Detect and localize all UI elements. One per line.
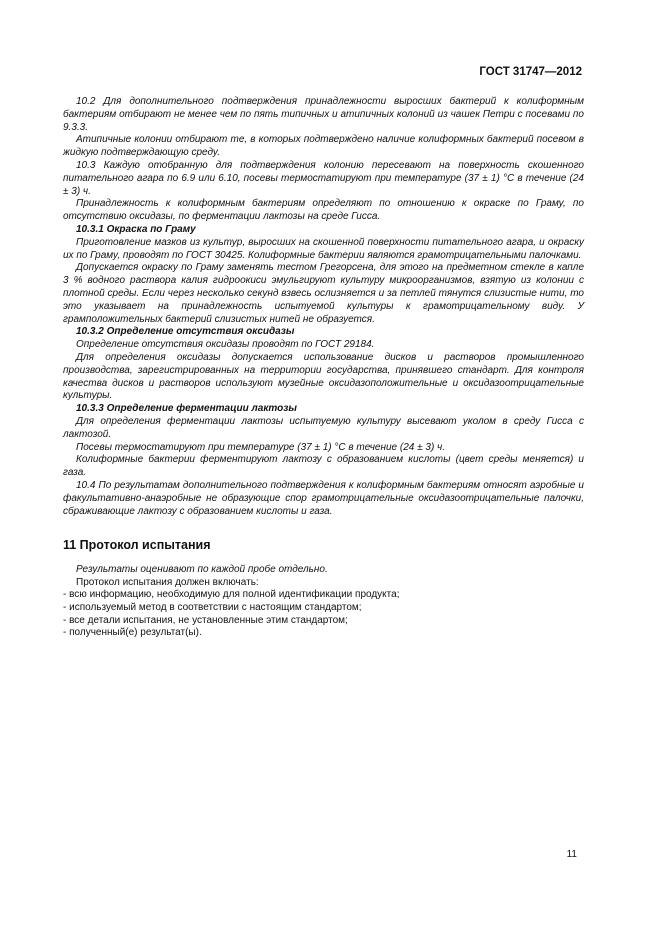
paragraph-protocol-includes: Протокол испытания должен включать: [76,576,259,588]
list-item: - используемый метод в соответствии с настоящим стандартом; [63,602,362,614]
section-11-title: 11 Протокол испытания [63,538,211,553]
paragraph-coliform-ferment: Колиформные бактерии ферментируют лактозу с образованием кислоты (цвет среды меняется) и газа. [63,454,584,479]
paragraph-gram-prep: Приготовление мазков из культур, выросших на скошенной поверхности питательного агара, и окраску их по Граму, проводят по ГОСТ 30425. Колиформные бактерии являются грамотрицательными палочками. [63,236,584,261]
paragraph-10-4: 10.4 По результатам дополнительного подтверждения к колиформным бактериям относят аэробные и факультативно-анаэробные не образующие спор грамотрицательные оксидазоотрицательные палочки, сбраживающие лактозу с образованием кислоты и газа. [63,479,584,517]
paragraph-10-2: 10.2 Для дополнительного подтверждения принадлежности выросших бактерий к колиформным бактериям отбирают не менее чем по пять типичных и атипичных колоний из чашек Петри с посевами по 9.3.3. [63,96,584,133]
paragraph-results: Результаты оценивают по каждой пробе отдельно. [76,564,328,576]
paragraph-incubation: Посевы термостатируют при температуре (37 ± 1) °С в течение (24 ± 3) ч. [76,441,446,453]
paragraph-atypical: Атипичные колонии отбирают те, в которых подтверждено наличие колиформных бактерий посевом в жидкую подтверждающую среду. [63,134,584,159]
list-item: - все детали испытания, не установленные этим стандартом; [63,614,348,626]
heading-10-3-1: 10.3.1 Окраска по Граму [76,223,196,235]
paragraph-oxidase-gost: Определение отсутствия оксидазы проводят по ГОСТ 29184. [76,339,375,351]
paragraph-belonging: Принадлежность к колиформным бактериям определяют по отношению к окраске по Граму, по отсутствию оксидазы, по ферментации лактозы на среде Гисса. [63,198,584,223]
heading-10-3-2: 10.3.2 Определение отсутствия оксидазы [76,326,295,338]
list-item: - полученный(е) результат(ы). [63,627,202,639]
document-header: ГОСТ 31747—2012 [479,66,582,78]
page-number: 11 [566,849,577,860]
heading-10-3-3: 10.3.3 Определение ферментации лактозы [76,403,297,415]
list-item: - всю информацию, необходимую для полной идентификации продукта; [63,589,400,601]
paragraph-lactose-giss: Для определения ферментации лактозы испытуемую культуру высевают уколом в среду Гисса с лактозой. [63,415,584,440]
paragraph-10-3: 10.3 Каждую отобранную для подтверждения колонию пересевают на поверхность скошенного питательного агара по 6.9 или 6.10, посевы термостатируют при температуре (37 ± 1) °С в течение (24 ± 3) ч. [63,159,584,197]
paragraph-oxidase-discs: Для определения оксидазы допускается использование дисков и растворов промышленного производства, зарегистрированных на территории государства, принявшего стандарт. Для контроля качества дисков и растворов используют музейные оксидазоположительные и оксидазоотрицательные культуры. [63,351,584,402]
paragraph-gregersen: Допускается окраску по Граму заменять тестом Грегорсена, для этого на предметном стекле в капле 3 % водного раствора калия гидроокиси эмульгируют культуру микроорганизмов, взятую из колонии с плотной среды. Если через несколько секунд взвесь ослизняется и за петлей тянутся слизистые нити, то это указывает на принадлежность испытуемой культуры к грамотрицательному виду. У грамположительных бактерий слизистых нитей не образуется. [63,262,584,325]
section-11-body [63,564,584,640]
page-content [63,96,584,640]
